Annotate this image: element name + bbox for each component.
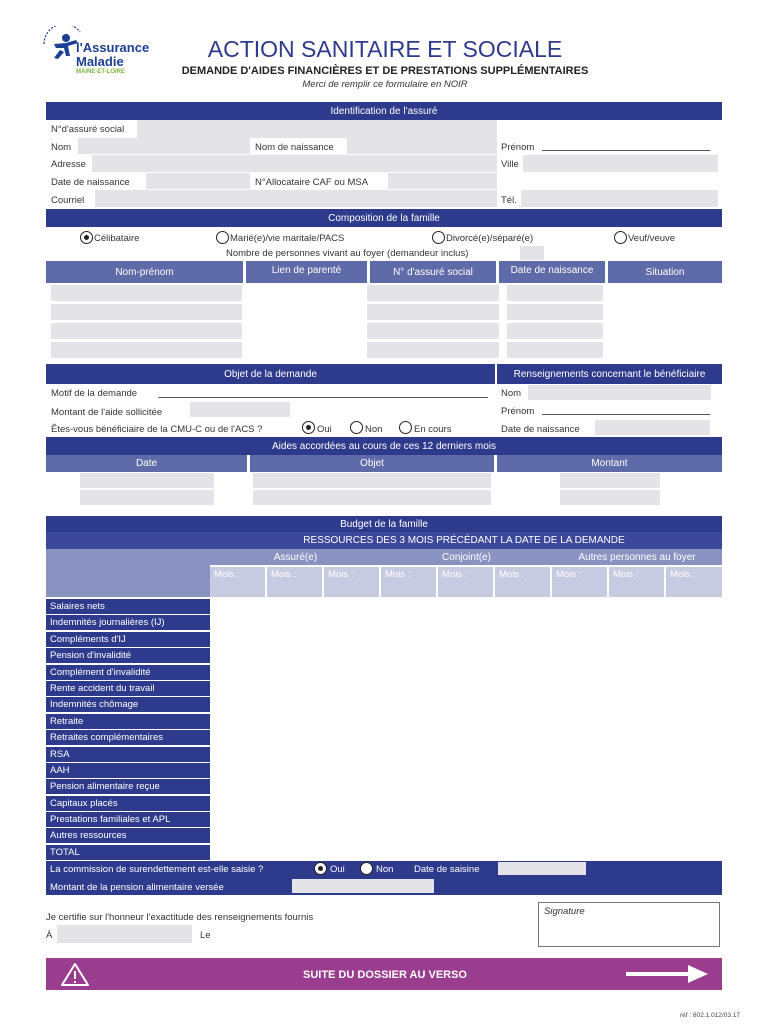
ville-label: Ville (501, 159, 519, 170)
famille-num-field[interactable] (367, 323, 499, 339)
status-marie-label: Marié(e)/vie maritale/PACS (230, 233, 345, 244)
budget-row-label: RSA (46, 747, 210, 762)
commission-oui-radio[interactable] (314, 862, 327, 875)
identification-header: Identification de l'assuré (46, 102, 722, 120)
col-lien-parente: Lien de parenté (246, 261, 367, 283)
budget-row-label: Rente accident du travail (46, 681, 210, 696)
aides-montant-field[interactable] (560, 473, 660, 488)
adresse-label: Adresse (51, 159, 86, 170)
col-nom-prenom: Nom-prénom (46, 261, 243, 283)
reference: réf : 802.1.012/03.17 (680, 1012, 740, 1019)
demande-header: Objet de la demande (46, 364, 495, 384)
nom-label: Nom (51, 142, 72, 153)
cmu-non-label: Non (365, 424, 383, 435)
arrow-right-icon (624, 962, 710, 986)
budget-row-label: Complément d'invalidité (46, 665, 210, 680)
famille-num-field[interactable] (367, 285, 499, 301)
famille-nom-field[interactable] (51, 304, 242, 320)
benef-prenom-field[interactable] (542, 403, 710, 415)
budget-corner (46, 549, 210, 597)
nom-naissance-field[interactable] (347, 136, 497, 154)
commission-label: La commission de surendettement est-elle saisie ? (50, 864, 264, 875)
cmu-non-radio[interactable] (350, 421, 363, 434)
mois-cell: Mois : (381, 567, 436, 597)
benef-nom-label: Nom (501, 388, 522, 399)
commission-oui-label: Oui (330, 864, 345, 875)
status-divorce-label: Divorcé(e)/séparé(e) (446, 233, 534, 244)
col-num-assure: N° d'assuré social (370, 261, 496, 283)
montant-field[interactable] (190, 402, 290, 417)
benef-prenom-label: Prénom (501, 406, 535, 417)
page-note: Merci de remplir ce formulaire en NOIR (302, 79, 468, 90)
mois-cell: Mois : (438, 567, 493, 597)
budget-row-label: TOTAL (46, 845, 210, 860)
nb-personnes-field[interactable] (520, 246, 544, 260)
allocataire-field[interactable] (388, 173, 497, 189)
budget-row-label: Indemnités journalières (IJ) (46, 615, 210, 630)
famille-header: Composition de la famille (46, 209, 722, 227)
status-veuf-radio[interactable] (614, 231, 627, 244)
famille-date-field[interactable] (507, 342, 603, 358)
courriel-label: Courriel (51, 195, 85, 206)
aides-date-field[interactable] (80, 473, 214, 488)
cmu-encours-radio[interactable] (399, 421, 412, 434)
budget-row-label: Autres ressources (46, 828, 210, 843)
signature-label: Signature (544, 906, 585, 917)
benef-date-field[interactable] (595, 420, 710, 435)
budget-row-label: Compléments d'IJ (46, 632, 210, 647)
mois-cell: Mois : (552, 567, 607, 597)
famille-nom-field[interactable] (51, 342, 242, 358)
mois-cell: Mois : (267, 567, 322, 597)
ville-field[interactable] (523, 155, 718, 172)
famille-num-field[interactable] (367, 342, 499, 358)
num-assure-label: N°d'assuré social (51, 124, 125, 135)
mois-cell: Mois : (495, 567, 550, 597)
cmu-encours-label: En cours (414, 424, 452, 435)
certify-a-field[interactable] (57, 925, 192, 943)
mois-cell: Mois : (609, 567, 664, 597)
date-naissance-label: Date de naissance (51, 177, 130, 188)
cmu-label: Êtes-vous bénéficiaire de la CMU-C ou de l'ACS ? (51, 424, 263, 435)
aides-objet-field[interactable] (253, 473, 491, 488)
benef-date-label: Date de naissance (501, 424, 580, 435)
mois-cell: Mois : (210, 567, 265, 597)
famille-nom-field[interactable] (51, 285, 242, 301)
nb-personnes-label: Nombre de personnes vivant au foyer (demandeur inclus) (226, 248, 469, 259)
aides-col-date: Date (46, 455, 247, 472)
budget-row-label: Prestations familiales et APL (46, 812, 210, 827)
cmu-oui-radio[interactable] (302, 421, 315, 434)
tel-label: Tél. (501, 195, 517, 206)
nom-field[interactable] (78, 138, 250, 154)
budget-row-label: Capitaux placés (46, 796, 210, 811)
budget-row-label: Salaires nets (46, 599, 210, 614)
famille-num-field[interactable] (367, 304, 499, 320)
nom-naissance-label: Nom de naissance (255, 142, 334, 153)
prenom-label: Prénom (501, 142, 535, 153)
famille-date-field[interactable] (507, 285, 603, 301)
mois-cell: Mois : (324, 567, 379, 597)
status-veuf-label: Veuf/veuve (628, 233, 676, 244)
budget-row-label: Pension d'invalidité (46, 648, 210, 663)
col-date-naissance: Date de naissance (499, 261, 605, 283)
budget-row-label: Retraites complémentaires (46, 730, 210, 745)
status-celibataire-radio[interactable] (80, 231, 93, 244)
montant-label: Montant de l'aide sollicitée (51, 407, 163, 418)
logo-line1: l'Assurance (76, 40, 150, 55)
status-divorce-radio[interactable] (432, 231, 445, 244)
logo-line2: Maladie (76, 54, 124, 69)
cmu-oui-label: Oui (317, 424, 332, 435)
page-title: ACTION SANITAIRE ET SOCIALE (207, 36, 563, 62)
prenom-field[interactable] (542, 139, 710, 151)
aides-header: Aides accordées au cours de ces 12 derniers mois (46, 437, 722, 455)
courriel-field[interactable] (95, 190, 497, 207)
famille-date-field[interactable] (507, 323, 603, 339)
certify-text: Je certifie sur l'honneur l'exactitude des renseignements fournis (46, 912, 314, 923)
budget-row-label: AAH (46, 763, 210, 778)
budget-row-label: Retraite (46, 714, 210, 729)
budget-group-assure: Assuré(e) (210, 549, 381, 565)
logo-region: MAINE-ET-LOIRE (76, 69, 125, 75)
aides-objet-field[interactable] (253, 490, 491, 505)
page-subtitle: DEMANDE D'AIDES FINANCIÈRES ET DE PRESTATIONS SUPPLÉMENTAIRES (181, 65, 589, 77)
mois-cell: Mois : (666, 567, 722, 597)
budget-group-autres: Autres personnes au foyer (552, 549, 722, 565)
aides-montant-field[interactable] (560, 490, 660, 505)
certify-a-label: À (46, 930, 53, 941)
status-celibataire-label: Célibataire (94, 233, 140, 244)
budget-row-label: Pension alimentaire reçue (46, 779, 210, 794)
aides-col-objet: Objet (250, 455, 494, 472)
budget-row-label: Indemnités chômage (46, 697, 210, 712)
motif-label: Motif de la demande (51, 388, 138, 399)
motif-field[interactable] (158, 386, 488, 398)
commission-non-radio[interactable] (360, 862, 373, 875)
adresse-field[interactable] (92, 155, 497, 172)
commission-non-label: Non (376, 864, 394, 875)
aides-col-montant: Montant (497, 455, 722, 472)
budget-header: Budget de la famille (46, 516, 722, 532)
pension-versee-label: Montant de la pension alimentaire versée (50, 882, 224, 893)
famille-nom-field[interactable] (51, 323, 242, 339)
date-saisine-label: Date de saisine (414, 864, 480, 875)
pension-versee-field[interactable] (292, 879, 434, 893)
date-saisine-field[interactable] (498, 862, 586, 875)
warning-icon (60, 962, 90, 987)
allocataire-label: N°Allocataire CAF ou MSA (255, 177, 369, 188)
status-marie-radio[interactable] (216, 231, 229, 244)
benef-nom-field[interactable] (528, 385, 711, 400)
aides-date-field[interactable] (80, 490, 214, 505)
date-naissance-field[interactable] (146, 173, 250, 189)
col-situation: Situation (608, 261, 722, 283)
famille-date-field[interactable] (507, 304, 603, 320)
certify-le-label: Le (200, 930, 211, 941)
beneficiaire-header: Renseignements concernant le bénéficiaire (497, 364, 722, 384)
budget-subheader: RESSOURCES DES 3 MOIS PRÉCÉDANT LA DATE DE LA DEMANDE (46, 532, 722, 549)
budget-group-conjoint: Conjoint(e) (381, 549, 552, 565)
verso-label: SUITE DU DOSSIER AU VERSO (302, 969, 467, 981)
tel-field[interactable] (521, 190, 718, 207)
